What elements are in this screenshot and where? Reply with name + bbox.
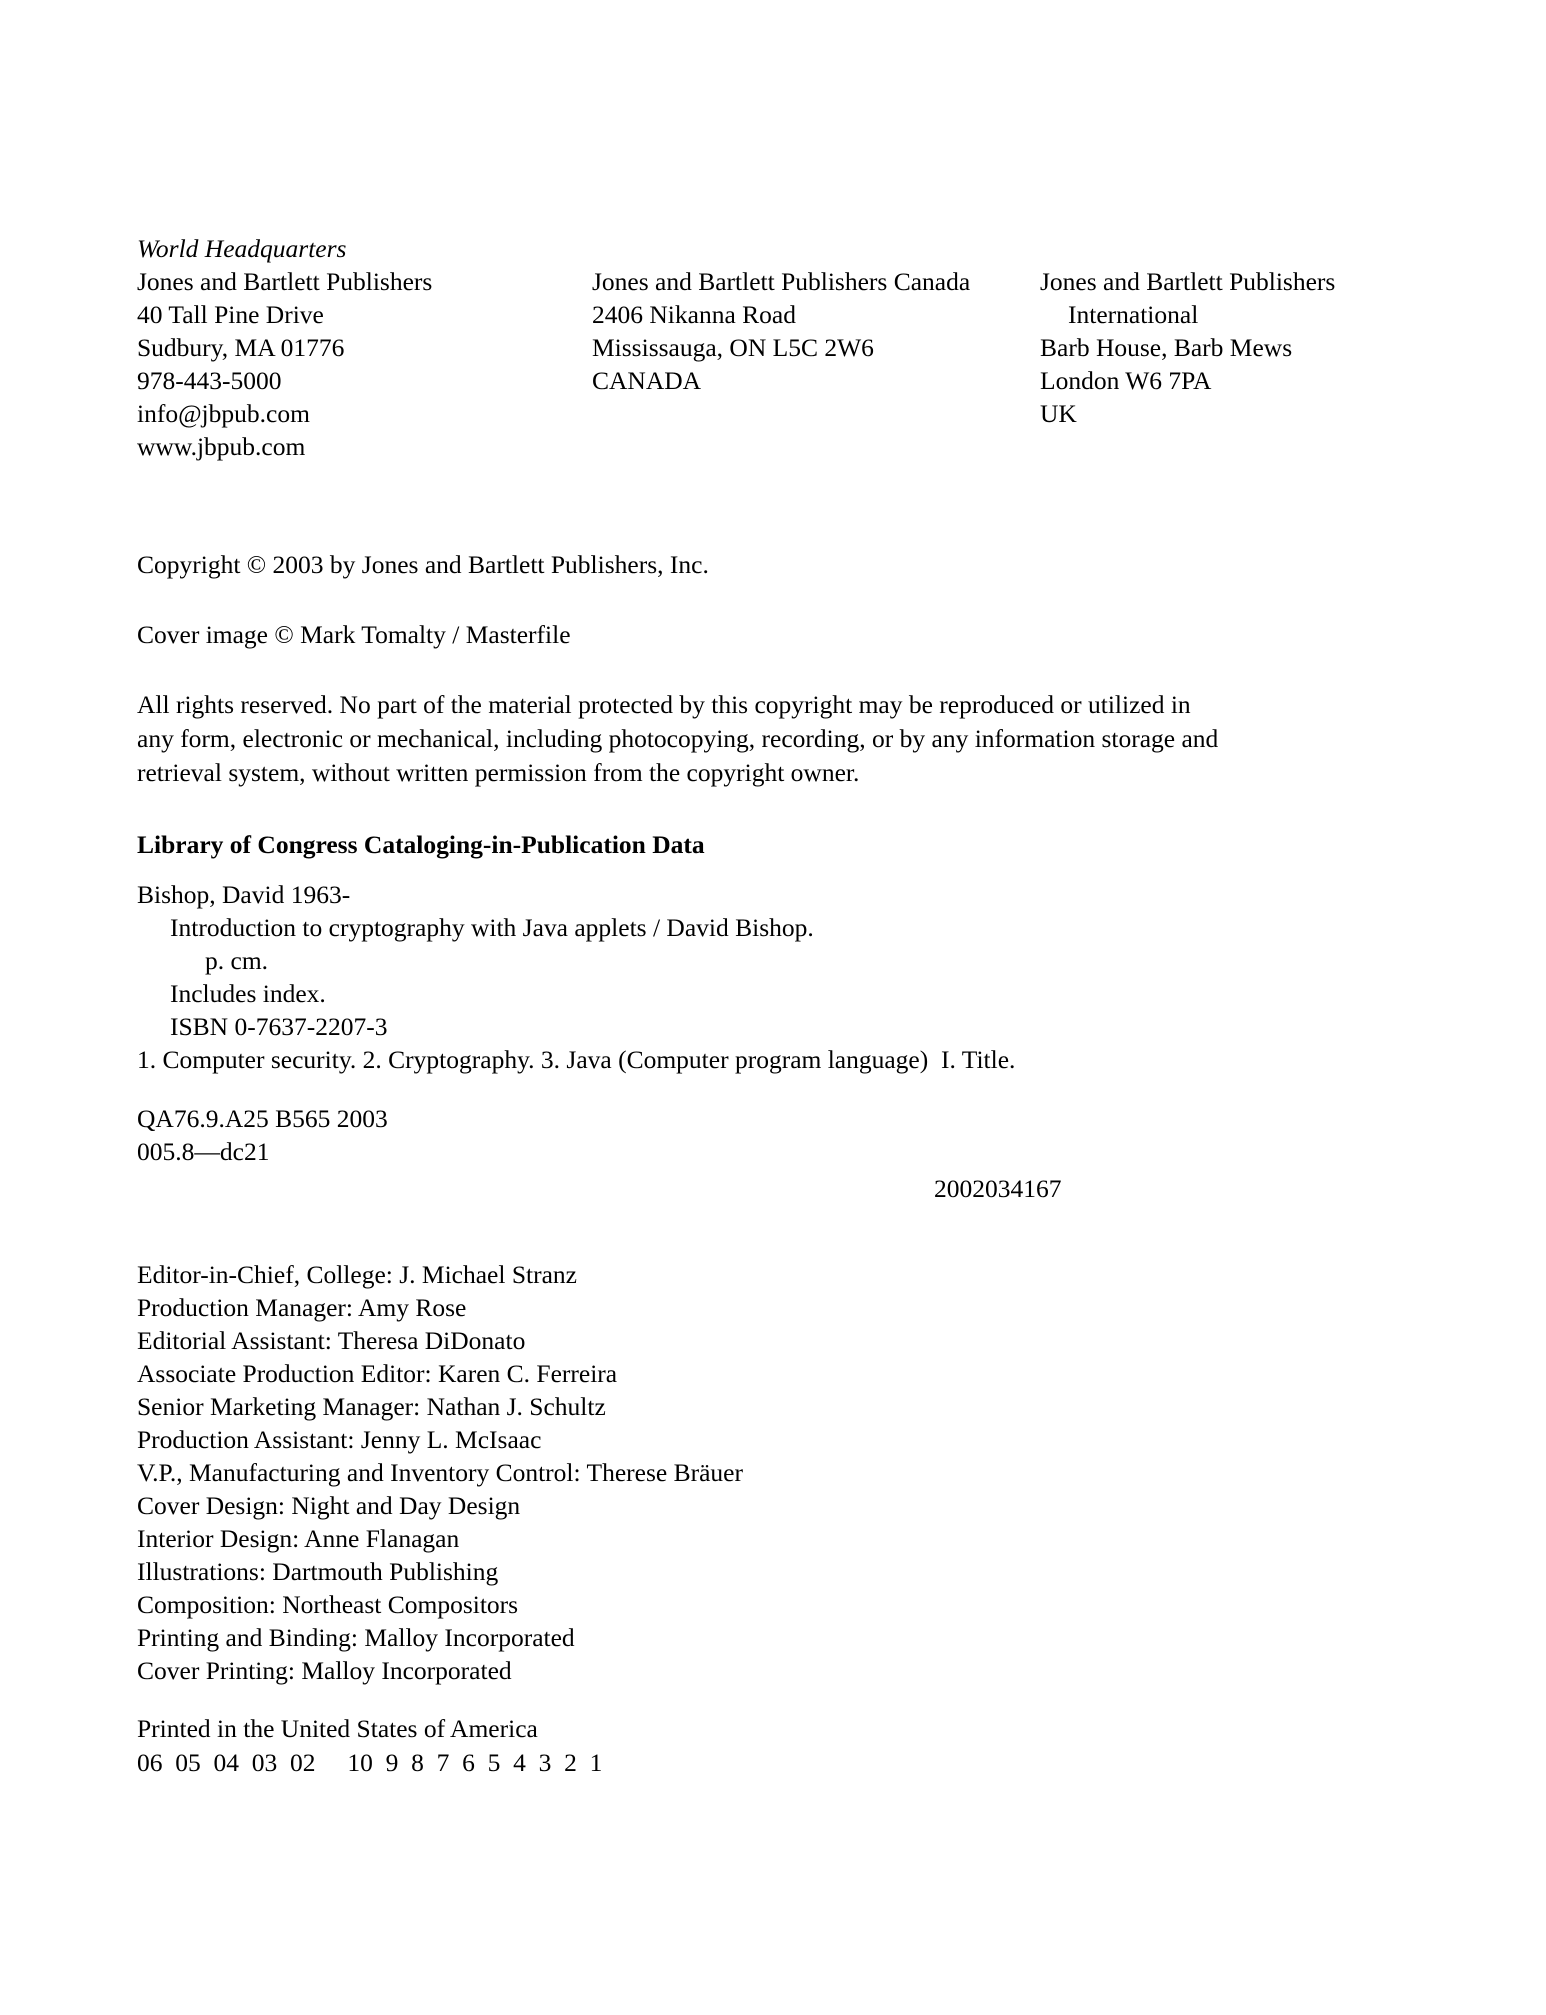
catalog-line: p. cm.	[205, 946, 269, 975]
rights-paragraph	[137, 688, 1417, 790]
publisher-address-line: International	[1068, 300, 1199, 329]
dewey-number: 005.8—dc21	[137, 1137, 270, 1166]
isbn-line: ISBN 0-7637-2207-3	[170, 1012, 388, 1041]
catalog-line: Includes index.	[170, 979, 326, 1008]
rights-paragraph-line: All rights reserved. No part of the material protected by this copyright may be reproduced or utilized in	[137, 690, 1191, 719]
publisher-address-line: Mississauga, ON L5C 2W6	[592, 333, 874, 362]
lccn-number: 2002034167	[934, 1174, 1062, 1203]
publisher-email: info@jbpub.com	[137, 399, 310, 428]
publisher-block-world-hq	[137, 232, 432, 463]
printed-in-line: Printed in the United States of America	[137, 1714, 538, 1743]
publisher-address-line: 2406 Nikanna Road	[592, 300, 796, 329]
publisher-address-line: Jones and Bartlett Publishers Canada	[592, 267, 971, 296]
credit-line: Production Manager: Amy Rose	[137, 1293, 467, 1322]
publisher-block-international	[1040, 265, 1335, 430]
publisher-block-canada	[592, 265, 970, 397]
publisher-phone: 978-443-5000	[137, 366, 282, 395]
credit-line: Cover Printing: Malloy Incorporated	[137, 1656, 512, 1685]
credits-block	[137, 1258, 743, 1687]
publisher-address-line: Barb House, Barb Mews	[1040, 333, 1293, 362]
publisher-address-line: UK	[1040, 399, 1077, 428]
loc-catalog-block	[137, 878, 1015, 1076]
catalog-line: Introduction to cryptography with Java applets / David Bishop.	[170, 913, 814, 942]
call-number-block	[137, 1102, 388, 1168]
publisher-address-line: Jones and Bartlett Publishers	[137, 267, 433, 296]
publisher-address-line: Jones and Bartlett Publishers	[1040, 267, 1336, 296]
rights-paragraph-line: any form, electronic or mechanical, including photocopying, recording, or by any information storage and	[137, 724, 1219, 753]
credit-line: Editorial Assistant: Theresa DiDonato	[137, 1326, 526, 1355]
call-number: QA76.9.A25 B565 2003	[137, 1104, 388, 1133]
catalog-line: Bishop, David 1963-	[137, 880, 351, 909]
printing-numbers-line: 06 05 04 03 02 10 9 8 7 6 5 4 3 2 1	[137, 1748, 603, 1777]
credit-line: Illustrations: Dartmouth Publishing	[137, 1557, 499, 1586]
loc-heading: Library of Congress Cataloging-in-Publication Data	[137, 830, 705, 859]
credit-line: Editor-in-Chief, College: J. Michael Stranz	[137, 1260, 577, 1289]
credit-line: Interior Design: Anne Flanagan	[137, 1524, 460, 1553]
rights-paragraph-line: retrieval system, without written permission from the copyright owner.	[137, 758, 860, 787]
credit-line: Production Assistant: Jenny L. McIsaac	[137, 1425, 542, 1454]
copyright-notice: Copyright © 2003 by Jones and Bartlett Publishers, Inc.	[137, 550, 709, 579]
publisher-address-line: CANADA	[592, 366, 702, 395]
credit-line: Composition: Northeast Compositors	[137, 1590, 519, 1619]
publisher-website: www.jbpub.com	[137, 432, 306, 461]
credit-line: Printing and Binding: Malloy Incorporated	[137, 1623, 575, 1652]
publisher-address-line: Sudbury, MA 01776	[137, 333, 345, 362]
credit-line: Senior Marketing Manager: Nathan J. Schultz	[137, 1392, 606, 1421]
credit-line: Cover Design: Night and Day Design	[137, 1491, 521, 1520]
credit-line: Associate Production Editor: Karen C. Ferreira	[137, 1359, 618, 1388]
credit-line: V.P., Manufacturing and Inventory Control: Therese Bräuer	[137, 1458, 743, 1487]
subjects-line: 1. Computer security. 2. Cryptography. 3. Java (Computer program language) I. Title.	[137, 1045, 1016, 1074]
cover-image-credit: Cover image © Mark Tomalty / Masterfile	[137, 620, 571, 649]
publisher-address-line: London W6 7PA	[1040, 366, 1212, 395]
world-hq-heading: World Headquarters	[137, 234, 347, 263]
publisher-address-line: 40 Tall Pine Drive	[137, 300, 324, 329]
